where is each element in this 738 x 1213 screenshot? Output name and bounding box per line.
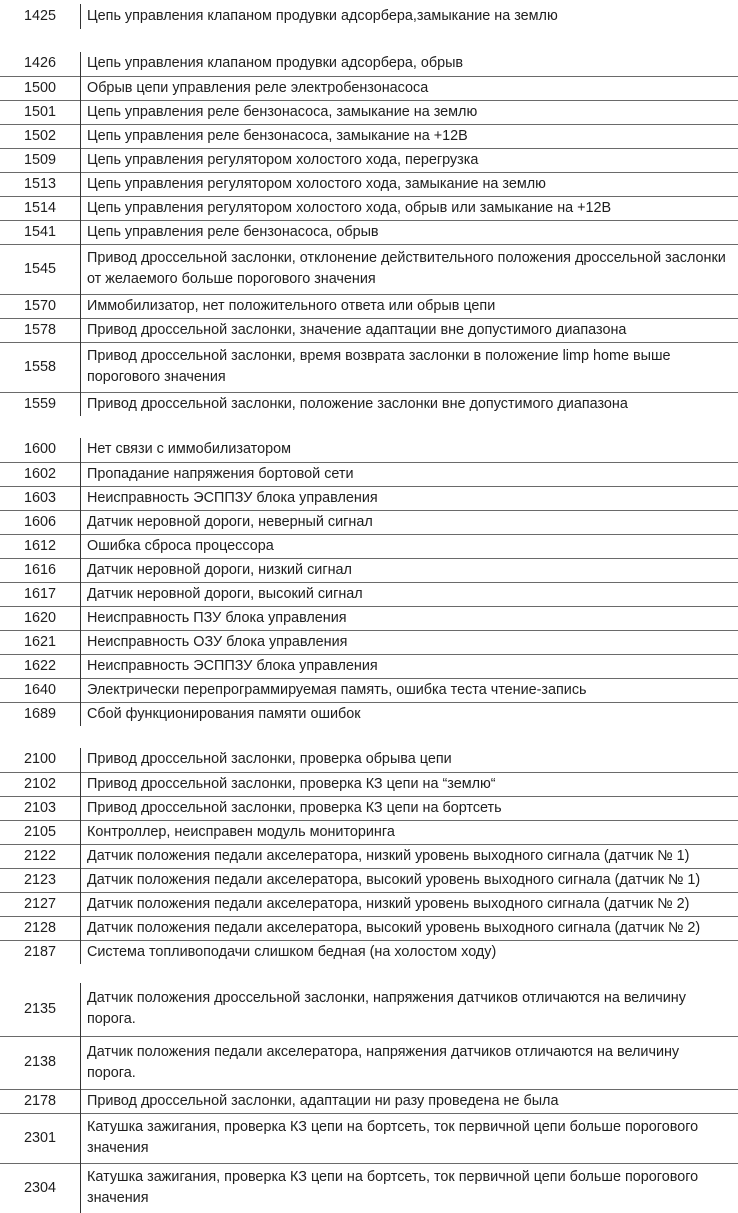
table-row bbox=[0, 820, 738, 844]
table-row bbox=[0, 100, 738, 124]
table-row bbox=[0, 510, 738, 534]
error-code: 1600 bbox=[0, 438, 81, 462]
error-description: Цепь управления реле бензонасоса, обрыв bbox=[81, 220, 738, 244]
table-row bbox=[0, 1036, 738, 1089]
error-description: Привод дроссельной заслонки, время возврата заслонки в положение limp home выше порогового значения bbox=[81, 342, 738, 392]
table-row bbox=[0, 748, 738, 772]
error-code: 1606 bbox=[0, 510, 81, 534]
error-code: 1426 bbox=[0, 52, 81, 76]
error-description: Датчик положения дроссельной заслонки, напряжения датчиков отличаются на величину порога. bbox=[81, 983, 738, 1036]
table-row bbox=[0, 392, 738, 416]
error-description: Датчик положения педали акселератора, низкий уровень выходного сигнала (датчик № 2) bbox=[81, 892, 738, 916]
error-description: Привод дроссельной заслонки, значение адаптации вне допустимого диапазона bbox=[81, 318, 738, 342]
error-description: Неисправность ПЗУ блока управления bbox=[81, 606, 738, 630]
table-row bbox=[0, 294, 738, 318]
error-description: Привод дроссельной заслонки, адаптации ни разу проведена не была bbox=[81, 1089, 738, 1113]
error-description: Датчик неровной дороги, неверный сигнал bbox=[81, 510, 738, 534]
error-code: 1509 bbox=[0, 148, 81, 172]
table-row bbox=[0, 654, 738, 678]
error-description: Катушка зажигания, проверка КЗ цепи на бортсеть, ток первичной цепи больше порогового значения bbox=[81, 1163, 738, 1213]
error-description: Датчик положения педали акселератора, низкий уровень выходного сигнала (датчик № 1) bbox=[81, 844, 738, 868]
error-code: 1545 bbox=[0, 244, 81, 294]
table-row bbox=[0, 983, 738, 1036]
error-code: 1640 bbox=[0, 678, 81, 702]
table-row bbox=[0, 844, 738, 868]
table-row bbox=[0, 582, 738, 606]
error-code: 2301 bbox=[0, 1113, 81, 1163]
error-code: 1621 bbox=[0, 630, 81, 654]
error-code: 1616 bbox=[0, 558, 81, 582]
error-description: Привод дроссельной заслонки, отклонение действительного положения дроссельной заслонки от желаемого больше порогового значения bbox=[81, 244, 738, 294]
error-code: 2123 bbox=[0, 868, 81, 892]
error-description: Система топливоподачи слишком бедная (на холостом ходу) bbox=[81, 940, 738, 964]
error-code: 2128 bbox=[0, 916, 81, 940]
error-description: Датчик неровной дороги, низкий сигнал bbox=[81, 558, 738, 582]
error-code: 2135 bbox=[0, 983, 81, 1036]
table-row bbox=[0, 76, 738, 100]
error-description: Цепь управления реле бензонасоса, замыкание на землю bbox=[81, 100, 738, 124]
error-code: 2304 bbox=[0, 1163, 81, 1213]
error-description: Катушка зажигания, проверка КЗ цепи на бортсеть, ток первичной цепи больше порогового значения bbox=[81, 1113, 738, 1163]
error-description: Цепь управления клапаном продувки адсорбера, обрыв bbox=[81, 52, 738, 76]
table-row bbox=[0, 772, 738, 796]
error-description: Цепь управления регулятором холостого хода, перегрузка bbox=[81, 148, 738, 172]
error-description: Привод дроссельной заслонки, положение заслонки вне допустимого диапазона bbox=[81, 392, 738, 416]
error-code: 1502 bbox=[0, 124, 81, 148]
table-row bbox=[0, 534, 738, 558]
error-code: 1500 bbox=[0, 76, 81, 100]
error-description: Электрически перепрограммируемая память, ошибка теста чтение-запись bbox=[81, 678, 738, 702]
table-row bbox=[0, 244, 738, 294]
error-code: 1622 bbox=[0, 654, 81, 678]
error-code-table-1425 bbox=[0, 4, 738, 29]
error-description: Цепь управления клапаном продувки адсорбера,замыкание на землю bbox=[81, 4, 738, 29]
error-code: 2127 bbox=[0, 892, 81, 916]
table-row bbox=[0, 462, 738, 486]
error-code: 1541 bbox=[0, 220, 81, 244]
table-row bbox=[0, 916, 738, 940]
table-row bbox=[0, 558, 738, 582]
error-description: Пропадание напряжения бортовой сети bbox=[81, 462, 738, 486]
table-row bbox=[0, 4, 738, 29]
table-row bbox=[0, 124, 738, 148]
error-code: 1602 bbox=[0, 462, 81, 486]
error-code-table-2100 bbox=[0, 748, 738, 964]
error-description: Неисправность ОЗУ блока управления bbox=[81, 630, 738, 654]
error-code: 2102 bbox=[0, 772, 81, 796]
error-description: Датчик неровной дороги, высокий сигнал bbox=[81, 582, 738, 606]
error-description: Цепь управления реле бензонасоса, замыкание на +12В bbox=[81, 124, 738, 148]
error-code: 2187 bbox=[0, 940, 81, 964]
error-code: 1617 bbox=[0, 582, 81, 606]
table-row bbox=[0, 796, 738, 820]
error-code: 2103 bbox=[0, 796, 81, 820]
error-code: 1514 bbox=[0, 196, 81, 220]
error-description: Контроллер, неисправен модуль мониторинга bbox=[81, 820, 738, 844]
error-code: 1425 bbox=[0, 4, 81, 29]
table-row bbox=[0, 868, 738, 892]
error-code: 1559 bbox=[0, 392, 81, 416]
error-code: 2105 bbox=[0, 820, 81, 844]
error-description: Цепь управления регулятором холостого хода, замыкание на землю bbox=[81, 172, 738, 196]
table-row bbox=[0, 940, 738, 964]
error-description: Цепь управления регулятором холостого хода, обрыв или замыкание на +12В bbox=[81, 196, 738, 220]
table-row bbox=[0, 678, 738, 702]
error-code: 2100 bbox=[0, 748, 81, 772]
error-code: 1501 bbox=[0, 100, 81, 124]
table-row bbox=[0, 318, 738, 342]
error-description: Привод дроссельной заслонки, проверка КЗ цепи на бортсеть bbox=[81, 796, 738, 820]
error-code: 1689 bbox=[0, 702, 81, 726]
error-code: 1513 bbox=[0, 172, 81, 196]
error-description: Нет связи с иммобилизатором bbox=[81, 438, 738, 462]
error-description: Датчик положения педали акселератора, высокий уровень выходного сигнала (датчик № 1) bbox=[81, 868, 738, 892]
table-row bbox=[0, 220, 738, 244]
table-row bbox=[0, 630, 738, 654]
error-code: 2178 bbox=[0, 1089, 81, 1113]
error-description: Иммобилизатор, нет положительного ответа или обрыв цепи bbox=[81, 294, 738, 318]
error-code-table-1600 bbox=[0, 438, 738, 726]
table-row bbox=[0, 196, 738, 220]
table-row bbox=[0, 486, 738, 510]
table-row bbox=[0, 172, 738, 196]
table-row bbox=[0, 606, 738, 630]
error-description: Привод дроссельной заслонки, проверка обрыва цепи bbox=[81, 748, 738, 772]
error-code-table-2100-2300 bbox=[0, 983, 738, 1213]
table-row bbox=[0, 1113, 738, 1163]
error-code: 1603 bbox=[0, 486, 81, 510]
error-description: Неисправность ЭСППЗУ блока управления bbox=[81, 486, 738, 510]
table-row bbox=[0, 148, 738, 172]
table-row bbox=[0, 438, 738, 462]
table-row bbox=[0, 702, 738, 726]
table-row bbox=[0, 892, 738, 916]
error-description: Обрыв цепи управления реле электробензонасоса bbox=[81, 76, 738, 100]
error-code: 1570 bbox=[0, 294, 81, 318]
error-code: 2122 bbox=[0, 844, 81, 868]
error-code: 1578 bbox=[0, 318, 81, 342]
error-description: Ошибка сброса процессора bbox=[81, 534, 738, 558]
error-code: 1612 bbox=[0, 534, 81, 558]
error-code: 1620 bbox=[0, 606, 81, 630]
table-row bbox=[0, 52, 738, 76]
table-row bbox=[0, 342, 738, 392]
error-code: 1558 bbox=[0, 342, 81, 392]
error-code: 2138 bbox=[0, 1036, 81, 1089]
error-code-table-1400-1500 bbox=[0, 52, 738, 416]
error-description: Сбой функционирования памяти ошибок bbox=[81, 702, 738, 726]
error-description: Датчик положения педали акселератора, высокий уровень выходного сигнала (датчик № 2) bbox=[81, 916, 738, 940]
error-description: Датчик положения педали акселератора, напряжения датчиков отличаются на величину порога. bbox=[81, 1036, 738, 1089]
error-description: Привод дроссельной заслонки, проверка КЗ цепи на “землю“ bbox=[81, 772, 738, 796]
table-row bbox=[0, 1089, 738, 1113]
error-description: Неисправность ЭСППЗУ блока управления bbox=[81, 654, 738, 678]
table-row bbox=[0, 1163, 738, 1213]
